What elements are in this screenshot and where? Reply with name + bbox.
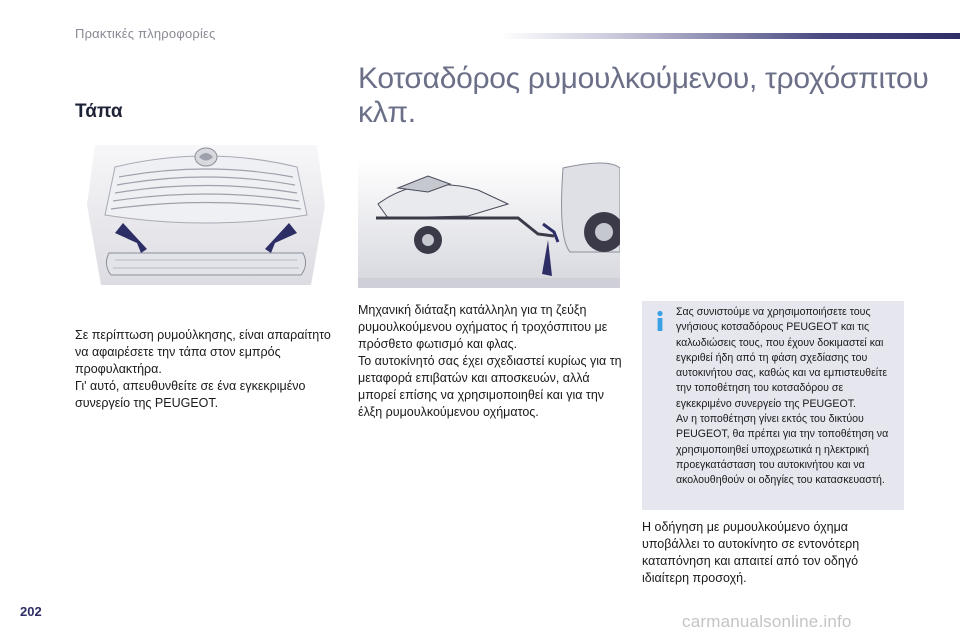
watermark: carmanualsonline.info [682, 612, 852, 631]
grille-paragraph: Σε περίπτωση ρυμούλκησης, είναι απαραίτητο να αφαιρέσετε την τάπα στον εμπρός προφυλακτήρα. [75, 328, 331, 376]
section-title: Κοτσαδόρος ρυμουλκούμενου, τροχόσπιτου κλπ. [358, 62, 929, 129]
info-paragraph: Αν η τοποθέτηση γίνει εκτός του δικτύου PEUGEOT, θα πρέπει για την τοποθέτηση να χρησιμοποιηθεί υποχρεωτικά η ηλεκτρική προεγκατάσταση του αυτοκινήτου και να ακολουθηθούν οι οδηγίες του κατασκευαστή. [676, 413, 889, 487]
header-gradient-bar [500, 33, 960, 39]
tow-illustration [358, 158, 620, 288]
grille-subtitle: Τάπα [75, 101, 123, 122]
grille-illustration [75, 145, 337, 285]
info-box [642, 301, 904, 510]
info-paragraph: Σας συνιστούμε να χρησιμοποιήσετε τους γνήσιους κοτσαδόρους PEUGEOT και τις καλωδιώσεις τους, που έχουν δοκιμαστεί και εγκριθεί ήδη από τη φάση σχεδίασης του αυτοκινήτου σας, καθώς και να εμπιστευθείτε την τοποθέτηση του κοτσαδόρου σε εγκεκριμένο συνεργείο της PEUGEOT. [676, 306, 888, 410]
driving-note-text: Η οδήγηση με ρυμουλκούμενο όχημα υποβάλλει το αυτοκίνητο σε εντονότερη καταπόνηση και απαιτεί από τον οδηγό ιδιαίτερη προσοχή. [642, 520, 860, 585]
tow-paragraph: Μηχανική διάταξη κατάλληλη για τη ζεύξη ρυμουλκούμενου οχήματος ή τροχόσπιτου με πρόσθετο φωτισμό και φλας. [358, 303, 608, 351]
grille-text [75, 327, 340, 412]
tow-paragraph: Το αυτοκίνητό σας έχει σχεδιαστεί κυρίως για τη μεταφορά επιβατών και αποσκευών, αλλά μπορεί επίσης να χρησιμοποιηθεί και για την έλξη ρυμουλκούμενου οχήματος. [358, 354, 622, 419]
grille-paragraph: Γι' αυτό, απευθυνθείτε σε ένα εγκεκριμένο συνεργείο της PEUGEOT. [75, 379, 306, 410]
page-number: 202 [20, 604, 42, 619]
running-header: Πρακτικές πληροφορίες [75, 26, 216, 41]
tow-text [358, 302, 628, 421]
info-icon [654, 310, 666, 332]
driving-note [642, 519, 904, 587]
